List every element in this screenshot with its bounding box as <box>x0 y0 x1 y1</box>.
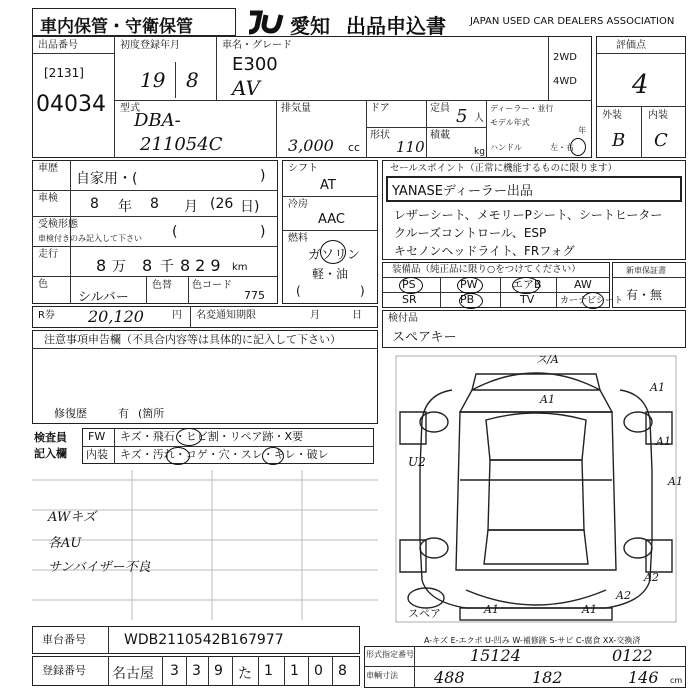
div <box>175 62 176 98</box>
first-reg-month: 8 <box>186 68 199 92</box>
recycle-unit: 円 <box>172 310 182 321</box>
org-english: JAPAN USED CAR DEALERS ASSOCIATION <box>470 16 675 27</box>
div <box>612 277 686 278</box>
div <box>108 626 109 654</box>
sales-headline: YANASEディーラー出品 <box>392 184 533 199</box>
div <box>500 277 501 308</box>
score-value: 4 <box>632 70 649 100</box>
insp-month: 8 <box>150 196 159 212</box>
diagram-legend: A-キズ E-エクボ U-凹み W-補修跡 S-サビ C-腐食 XX-交換済 <box>424 636 641 645</box>
cap-value: 5 <box>456 106 468 127</box>
equip-pw: PW <box>460 278 478 291</box>
equip-pb: PB <box>460 293 475 306</box>
fuel-open: ( <box>296 284 301 298</box>
car-damage-diagram <box>386 350 686 628</box>
car-name-value: E300 <box>232 54 278 75</box>
div <box>548 36 549 100</box>
door-label: ドア <box>370 103 390 114</box>
div <box>32 348 378 349</box>
car-outline <box>386 350 686 628</box>
handle-label: ハンドル <box>490 143 522 152</box>
insp-day-unit: 日) <box>240 199 260 215</box>
mark-right-door: A1 <box>668 475 683 488</box>
inspector-label-2: 記入欄 <box>34 447 67 460</box>
dims-length: 488 <box>434 668 465 687</box>
repair-label: 修復歴 <box>54 407 87 420</box>
handle-value: 左・右 <box>550 143 574 152</box>
dims-height: 146 <box>628 668 659 687</box>
model-value-2: 211054C <box>140 134 223 155</box>
car-name-label: 車名・グレード <box>222 40 292 51</box>
mile-val1: 8 <box>96 256 107 275</box>
div <box>440 277 441 308</box>
sales-point-label: セールスポイント（正常に機能するものに限ります） <box>390 163 618 174</box>
scuff-circle <box>262 447 284 465</box>
plate-area: 名古屋 <box>112 666 154 682</box>
pb-circle <box>459 293 483 309</box>
plate-kana: た <box>238 666 252 682</box>
mark-spare: スペア <box>408 607 441 620</box>
repair-value: 有 <box>118 407 129 420</box>
fuel-close: ) <box>360 284 365 298</box>
inspected-value: スペアキー <box>392 330 457 345</box>
div <box>146 276 147 304</box>
inspector-label-1: 検査員 <box>34 431 67 444</box>
div <box>486 100 487 158</box>
inspector-row2-head: 内装 <box>86 448 108 461</box>
mark-left-door: U2 <box>408 455 426 469</box>
div <box>32 246 278 247</box>
chassis-label: 車台番号 <box>42 633 86 646</box>
history-value: 自家用・( <box>76 171 138 187</box>
dealer-label: ディーラー・並行 <box>490 104 554 113</box>
color-label: 色 <box>38 279 48 290</box>
div <box>108 656 109 686</box>
div <box>232 656 233 686</box>
lot-sub: [2131] <box>44 66 84 80</box>
mileage-label: 走行 <box>38 249 58 260</box>
div <box>32 53 114 54</box>
warranty-label: 新車保証書 <box>626 266 666 275</box>
shape-value: 110 <box>396 138 425 156</box>
repair-place: (箇所 <box>138 407 165 420</box>
ac-value: AAC <box>318 212 345 227</box>
color-value: シルバー <box>78 290 129 305</box>
div <box>188 276 189 304</box>
ac-label: 冷房 <box>288 199 308 210</box>
div <box>282 230 378 231</box>
div <box>426 127 486 128</box>
inspector-row1-head: FW <box>88 430 106 443</box>
plate-num-3: 0 <box>314 663 323 679</box>
mile-unit2: 千 <box>160 259 174 275</box>
div <box>308 656 309 686</box>
mile-unit1: 万 <box>112 259 126 275</box>
notes-label: 注意事項申告欄（不具合内容等は具体的に記入して下さい） <box>44 333 341 346</box>
color-code-label: 色コード <box>192 280 232 291</box>
handwritten-note-2: 各AU <box>48 536 82 551</box>
div <box>114 428 115 464</box>
mark-right-fender: A1 <box>650 381 665 394</box>
mark-right-wheel-front: A1 <box>656 435 671 448</box>
div <box>190 306 191 328</box>
ju-logo <box>246 9 290 35</box>
model-year-label: モデル年式 <box>490 118 530 127</box>
int-score: C <box>654 130 668 151</box>
first-reg-year: 19 <box>140 68 166 92</box>
recv-note: 車検付きのみ記入して下さい <box>38 234 142 243</box>
sales-line-3: キセノンヘッドライト、FRフォグ <box>394 244 575 258</box>
equip-airbag: エアB <box>512 278 542 291</box>
div <box>186 656 187 686</box>
div <box>258 656 259 686</box>
history-close: ) <box>260 168 266 184</box>
lined-notes-area <box>32 470 378 620</box>
first-reg-label: 初度登録年月 <box>120 40 180 51</box>
div <box>208 656 209 686</box>
div <box>641 106 642 158</box>
storage-label: 車内保管・守衛保管 <box>40 17 193 37</box>
div <box>332 656 333 686</box>
mark-front: ス/A <box>536 353 559 366</box>
warranty-value: 有・無 <box>626 288 663 302</box>
load-unit: kg <box>474 147 485 157</box>
div <box>82 446 374 447</box>
mile-val2: 8 <box>142 256 153 275</box>
equip-navi: カーナビシート <box>560 296 624 306</box>
div <box>366 100 367 158</box>
equip-tv: TV <box>520 293 535 306</box>
inspected-label: 検付品 <box>388 313 418 324</box>
model-year-unit: 年 <box>578 126 586 135</box>
fuel-label: 燃料 <box>288 233 308 244</box>
div <box>282 196 378 197</box>
car-grade-value: AV <box>232 76 260 100</box>
mark-rear-left: A1 <box>484 603 499 616</box>
navi-circle <box>582 292 604 309</box>
div <box>32 276 278 277</box>
mile-unit3: km <box>232 262 248 273</box>
cap-unit: 人 <box>474 113 484 124</box>
dims-unit: cm <box>670 676 683 685</box>
dims-width: 182 <box>532 668 563 687</box>
mark-rear-right: A1 <box>582 603 597 616</box>
handwritten-note-1: AWキズ <box>48 510 96 525</box>
plate-num-4: 8 <box>338 663 347 679</box>
form-title: 出品申込書 <box>346 14 446 38</box>
model-value-1: DBA- <box>134 110 181 131</box>
shape-label: 形状 <box>370 130 390 141</box>
plate-num-1: 1 <box>264 663 273 679</box>
shift-value: AT <box>320 178 336 193</box>
ps-circle <box>399 277 423 294</box>
load-label: 積載 <box>430 130 450 141</box>
recycle-label: R券 <box>38 310 55 321</box>
div <box>364 666 686 667</box>
disp-label: 排気量 <box>281 103 311 114</box>
sales-line-2: クルーズコントロール、ESP <box>394 226 547 240</box>
insp-year-unit: 年 <box>118 199 132 215</box>
lot-label: 出品番号 <box>38 40 78 51</box>
insp-day: (26 <box>210 196 234 212</box>
drive-4wd: 4WD <box>553 76 577 87</box>
div <box>70 160 71 304</box>
div <box>284 656 285 686</box>
equip-ps: PS <box>402 278 416 291</box>
inspection-label: 車検 <box>38 193 58 204</box>
org-name: 愛知 <box>290 14 330 38</box>
handwritten-note-3: サンバイザー不良 <box>48 560 151 575</box>
dirt-circle <box>166 447 190 465</box>
div <box>32 190 278 191</box>
div <box>276 100 277 158</box>
sales-line-1: レザーシート、メモリーPシート、シートヒーター <box>394 208 663 222</box>
insp-month-unit: 月 <box>184 199 198 215</box>
int-label: 内装 <box>648 110 668 121</box>
notice-label: 名変通知期限 <box>196 310 256 321</box>
notice-day: 日 <box>352 310 362 321</box>
equip-aw: AW <box>574 278 592 291</box>
plate-class-2: 3 <box>192 663 201 679</box>
div <box>426 100 427 158</box>
disp-value: 3,000 <box>288 136 334 155</box>
mile-val3: 829 <box>180 256 226 275</box>
div <box>162 656 163 686</box>
notice-month: 月 <box>310 310 320 321</box>
score-label: 評価点 <box>616 40 646 51</box>
div <box>114 100 592 101</box>
recv-close: ) <box>260 224 266 240</box>
chassis-value: WDB2110542B167977 <box>124 632 284 648</box>
plate-num-2: 1 <box>290 663 299 679</box>
stone-circle <box>176 428 202 446</box>
lot-number: 04034 <box>36 92 106 117</box>
fuel-value-2: 軽・油 <box>312 267 349 281</box>
gasoline-circle <box>320 240 346 264</box>
history-label: 車歴 <box>38 163 58 174</box>
cap-label: 定員 <box>430 103 450 114</box>
shift-label: シフト <box>288 163 318 174</box>
mark-right-rear: A2 <box>644 571 659 584</box>
airbag-circle <box>512 277 540 294</box>
disp-unit: cc <box>348 141 361 154</box>
div <box>414 646 415 688</box>
dims-value-1: 15124 <box>470 646 521 665</box>
div <box>596 53 686 54</box>
plate-class-1: 3 <box>170 663 179 679</box>
pw-circle <box>457 277 483 294</box>
handle-right-circle <box>570 138 586 156</box>
color-change-label: 色替 <box>152 280 172 291</box>
ext-label: 外装 <box>602 110 622 121</box>
ju-logo-mark <box>246 9 290 35</box>
model-label: 型式 <box>120 103 140 114</box>
inspector-row1: キズ・飛石・ヒビ割・リペア跡・X要 <box>120 430 304 443</box>
recycle-value: 20,120 <box>88 307 144 326</box>
insp-year: 8 <box>90 196 99 212</box>
div <box>366 127 426 128</box>
plate-label: 登録番号 <box>42 664 86 677</box>
equipment-label: 装備品（純正品に限り○をつけてください） <box>392 264 581 275</box>
dims-value-2: 0122 <box>612 646 653 665</box>
color-code: 775 <box>244 289 265 302</box>
fuel-value-1: ガソリン <box>308 248 361 263</box>
recv-open: ( <box>172 224 178 240</box>
mark-hood: A1 <box>540 393 555 406</box>
mark-bumper-right: A2 <box>616 589 631 602</box>
div <box>216 36 217 100</box>
div <box>556 277 557 308</box>
div <box>114 36 115 158</box>
drive-2wd: 2WD <box>553 52 577 63</box>
ext-score: B <box>612 130 626 151</box>
equip-sr: SR <box>402 293 417 306</box>
inspector-row2: キズ・汚れ・コゲ・穴・スレ・キレ・破レ <box>120 448 329 461</box>
dims-label-2: 車輌寸法 <box>366 671 398 680</box>
div <box>32 216 278 217</box>
recv-label: 受検形態 <box>38 219 78 230</box>
dims-label-1: 形式指定番号 <box>366 650 414 659</box>
plate-class-3: 9 <box>214 663 223 679</box>
